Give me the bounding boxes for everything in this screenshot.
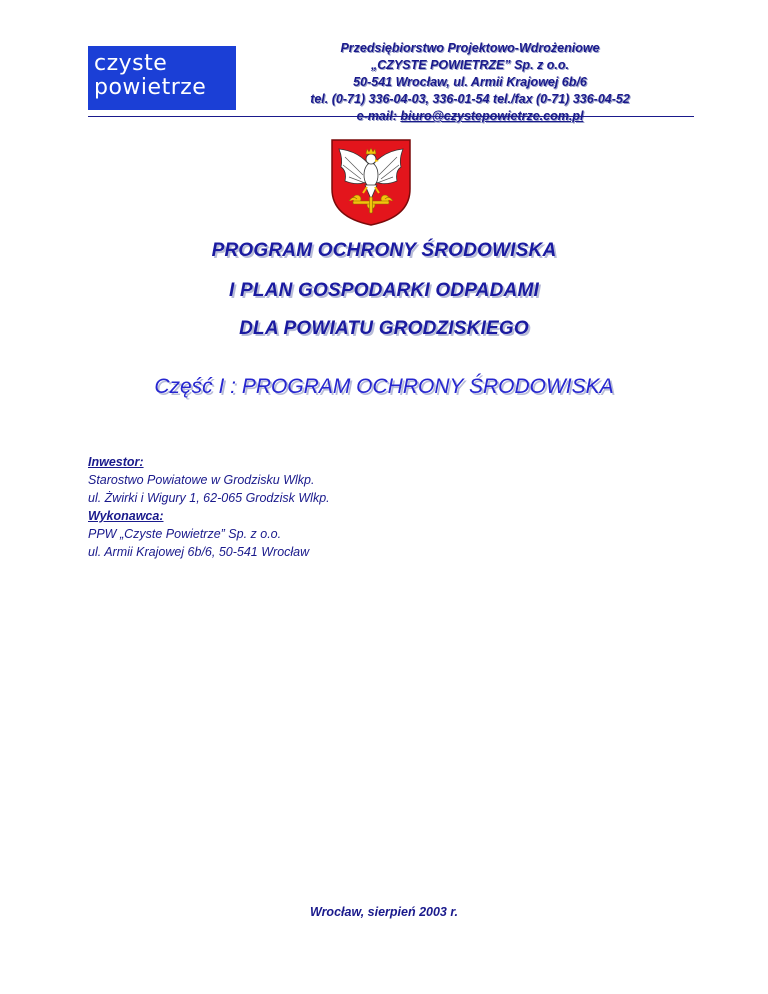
company-address: 50-541 Wrocław, ul. Armii Krajowej 6b/6 bbox=[353, 75, 587, 89]
email-link[interactable]: biuro@czystepowietrze.com.pl bbox=[400, 109, 584, 123]
title-line-3: DLA POWIATU GRODZISKIEGO bbox=[239, 318, 529, 339]
company-name: „CZYSTE POWIETRZE” Sp. z o.o. bbox=[371, 58, 569, 72]
email-label: e-mail: bbox=[356, 109, 397, 123]
title-line-1: PROGRAM OCHRONY ŚRODOWISKA bbox=[211, 240, 557, 261]
company-logo bbox=[88, 46, 236, 110]
contractor-line-2: ul. Armii Krajowej 6b/6, 50-541 Wrocław bbox=[88, 545, 310, 559]
investor-line-2: ul. Żwirki i Wigury 1, 62-065 Grodzisk Wlkp. bbox=[88, 491, 330, 505]
contractor-label: Wykonawca: bbox=[88, 509, 164, 523]
contractor-line-1: PPW „Czyste Powietrze” Sp. z o.o. bbox=[88, 527, 282, 541]
title-line-2: I PLAN GOSPODARKI ODPADAMI bbox=[229, 280, 539, 301]
logo-line-2: powietrze bbox=[94, 75, 207, 100]
header-divider bbox=[88, 116, 694, 117]
footer-place-date: Wrocław, sierpień 2003 r. bbox=[310, 905, 458, 919]
part-title: Część I : PROGRAM OCHRONY ŚRODOWISKA bbox=[154, 375, 614, 398]
investor-line-1: Starostwo Powiatowe w Grodzisku Wlkp. bbox=[88, 473, 315, 487]
coat-of-arms-icon bbox=[329, 137, 413, 227]
company-phones: tel. (0-71) 336-04-03, 336-01-54 tel./fax (0-71) 336-04-52 bbox=[310, 92, 630, 106]
logo-line-1: czyste bbox=[94, 51, 168, 76]
company-header bbox=[246, 40, 694, 125]
company-type: Przedsiębiorstwo Projektowo-Wdrożeniowe bbox=[340, 41, 600, 55]
investor-label: Inwestor: bbox=[88, 455, 144, 469]
project-info bbox=[88, 453, 330, 561]
